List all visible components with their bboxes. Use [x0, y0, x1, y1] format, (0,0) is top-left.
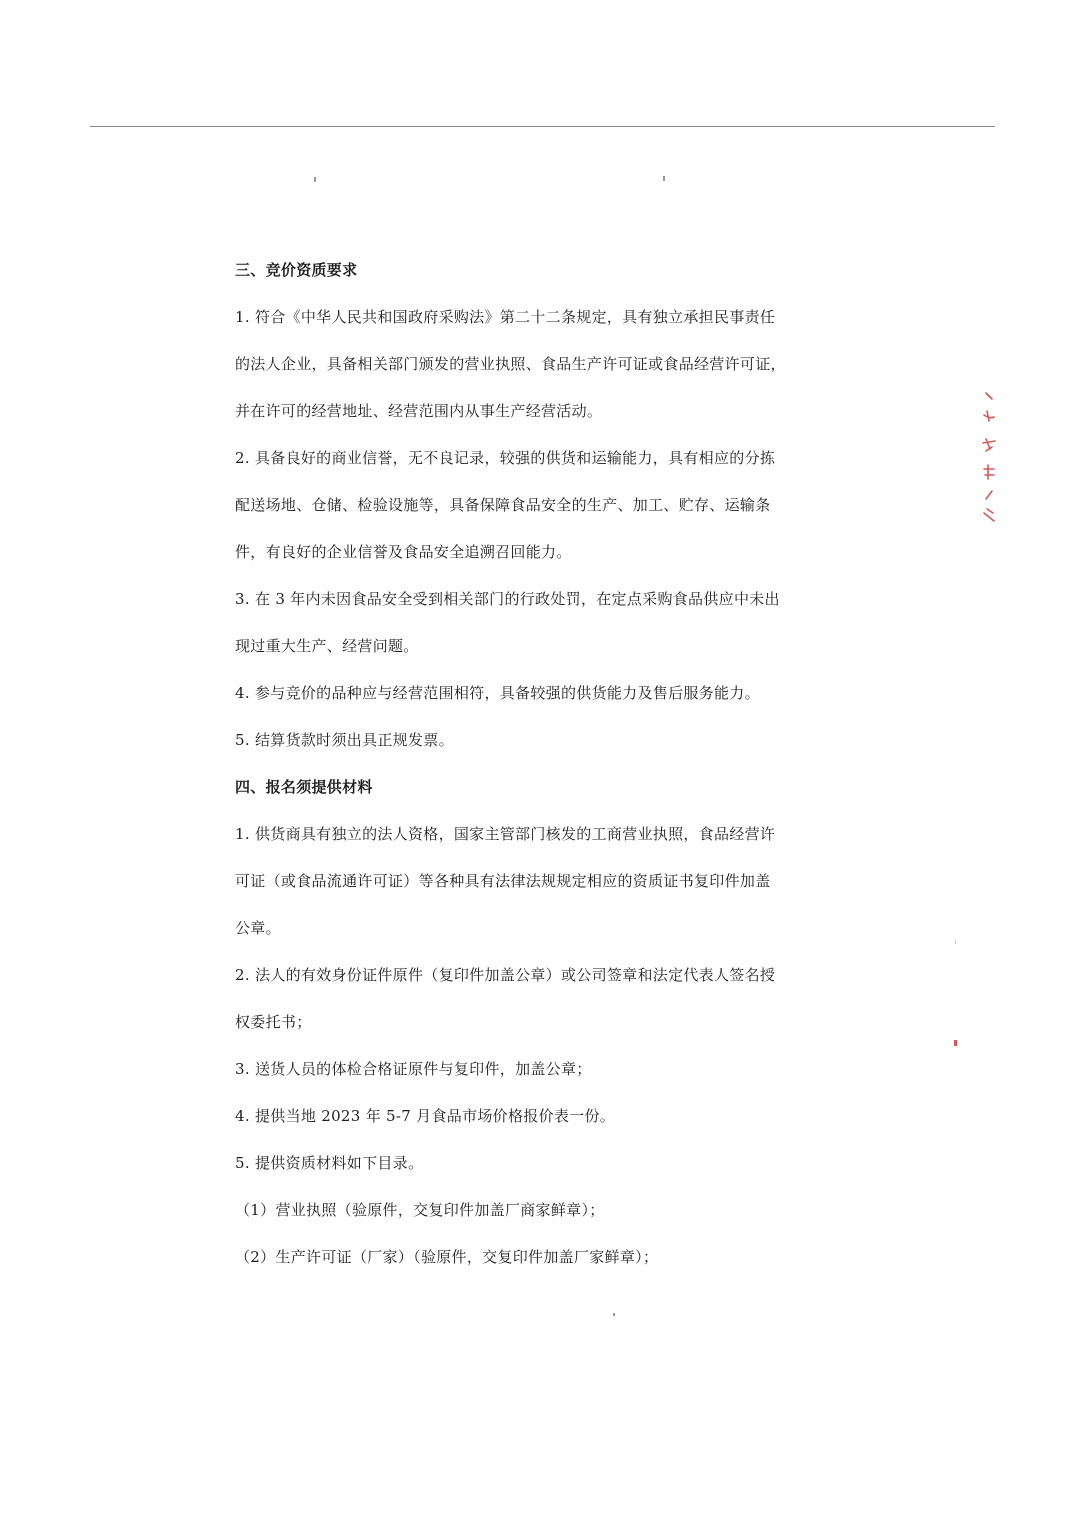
paragraph-line: 4. 提供当地 2023 年 5-7 月食品市场价格报价表一份。: [235, 1107, 616, 1125]
paragraph-line: 2. 法人的有效身份证件原件（复印件加盖公章）或公司签章和法定代表人签名授: [235, 966, 776, 984]
header-rule: [90, 126, 995, 127]
paragraph-line: 现过重大生产、经营问题。: [235, 637, 419, 655]
scan-speck: [314, 177, 316, 182]
paragraph-line: 2. 具备良好的商业信誉，无不良记录，较强的供货和运输能力，具有相应的分拣: [235, 449, 776, 467]
paragraph-line: 公章。: [235, 919, 281, 937]
paragraph-line: 可证（或食品流通许可证）等各种具有法律法规规定相应的资质证书复印件加盖: [235, 872, 771, 890]
paragraph-line: 的法人企业，具备相关部门颁发的营业执照、食品生产许可证或食品经营许可证，: [235, 355, 786, 373]
list-item: （1）营业执照（验原件，交复印件加盖厂商家鲜章）；: [235, 1201, 605, 1219]
section-heading: 三、竞价资质要求: [235, 261, 358, 279]
list-item: （2）生产许可证（厂家）（验原件，交复印件加盖厂家鲜章）；: [235, 1248, 659, 1266]
seal-mark: [954, 1040, 957, 1046]
paragraph-line: 权委托书；: [235, 1013, 312, 1031]
paragraph-line: 件，有良好的企业信誉及食品安全追溯召回能力。: [235, 543, 572, 561]
scan-speck: [663, 176, 665, 181]
section-heading: 四、报名须提供材料: [235, 778, 373, 796]
paragraph-line: 配送场地、仓储、检验设施等，具备保障食品安全的生产、加工、贮存、运输条: [235, 496, 771, 514]
paragraph-line: 5. 提供资质材料如下目录。: [235, 1154, 424, 1172]
paragraph-line: 1. 符合《中华人民共和国政府采购法》第二十二条规定，具有独立承担民事责任: [235, 308, 776, 326]
scan-speck: [613, 1313, 615, 1316]
paragraph-line: 并在许可的经营地址、经营范围内从事生产经营活动。: [235, 402, 603, 420]
paragraph-line: 3. 在 3 年内未因食品安全受到相关部门的行政处罚，在定点采购食品供应中未出: [235, 590, 780, 608]
seal-stamp-edge: [978, 385, 1000, 525]
document-body: [235, 247, 835, 1281]
paragraph-line: 4. 参与竞价的品种应与经营范围相符，具备较强的供货能力及售后服务能力。: [235, 684, 760, 702]
paragraph-line: 1. 供货商具有独立的法人资格，国家主管部门核发的工商营业执照，食品经营许: [235, 825, 776, 843]
scan-speck: [955, 940, 956, 944]
paragraph-line: 3. 送货人员的体检合格证原件与复印件，加盖公章；: [235, 1060, 592, 1078]
paragraph-line: 5. 结算货款时须出具正规发票。: [235, 731, 454, 749]
